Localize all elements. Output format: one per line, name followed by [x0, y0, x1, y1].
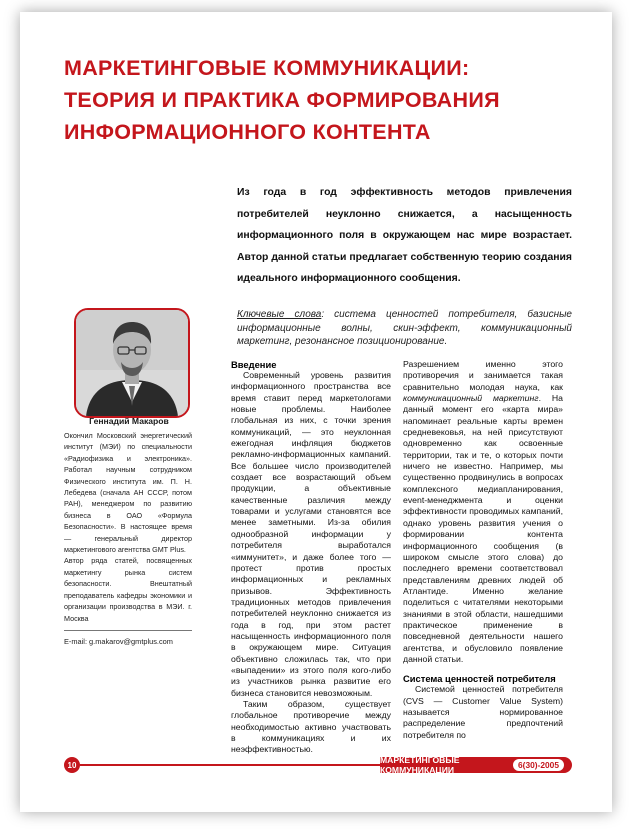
author-name: Геннадий Макаров — [89, 416, 169, 426]
article-title — [64, 52, 584, 148]
author-portrait-icon — [76, 310, 188, 416]
emphasis-term: коммуникационный маркетинг — [403, 393, 539, 404]
paragraph: Разрешением именно этого противоречия и занимается такая сравнительно молодая наука, как коммуникационный маркетинг. На данный момент его «карта мира» напоминает реальные карты времен средневековья, на ней присутствуют одновременно как освоенные территории, так и те, о которых почти ничего не известно. Например, мы существенно продвинулись в вопросах комплексного медиапланирования, event-менеджмента и оценки эффективности проводимых кампаний, однако уровень развития учения о формировании контента информационного сообщения (в широком смысле этого слова) до последнего времени соответствовал представлениям древних людей об Атлантиде. Именно желание поделиться с читателями некоторыми знаниями в этой области, нашедшими практическое применение в повседневной деятельности нашего агентства, и обусловило появление данной статьи. — [403, 359, 563, 664]
footer-section-title: МАРКЕТИНГОВЫЕ КОММУНИКАЦИИ — [380, 755, 460, 775]
body-column-1 — [231, 359, 391, 756]
lead-paragraph: Из года в год эффективность методов привлечения потребителей неуклонно снижается, а насыщенность информационного поля в окружающем нас мире возрастает. Автор данной статьи предлагает собственную теорию создания идеального информационного сообщения. — [237, 187, 572, 284]
keywords-text: : система ценностей потребителя, базисные информационные волны, скин-эффект, коммуникационный маркетинг, резонансное позиционирование. — [237, 309, 572, 347]
author-photo — [74, 308, 190, 418]
body-column-2 — [403, 359, 563, 741]
author-bio-career: Окончил Московский энергетический институт (МЭИ) по специальности «Радиофизика и электроника». Работал научным сотрудником Физического института им. П. Н. Лебедева (сначала АН СССР, потом РАН), менеджером по развитию бизнеса в ОАО «Формула Безопасности». В настоящее время — генеральный директор маркетингового агентства GMT Plus. — [64, 431, 192, 555]
section-heading-cvs: Система ценностей потребителя — [403, 673, 556, 685]
author-bio — [64, 430, 192, 624]
footer-rule — [80, 764, 380, 766]
paragraph: Таким образом, существует глобальное противоречие между необходимостью активно участвовать в коммуникациях и их неэффективностью. — [231, 698, 391, 755]
paragraph: Системой ценностей потребителя (CVS — Customer Value System) называется нормированное распределение предпочтений потребителя по — [403, 684, 563, 740]
keywords — [237, 308, 572, 349]
section-heading-intro: Введение — [231, 359, 277, 370]
footer-section-bar — [380, 757, 572, 773]
divider — [64, 630, 192, 631]
title-line-2: ТЕОРИЯ И ПРАКТИКА ФОРМИРОВАНИЯ — [64, 88, 500, 112]
paragraph: Современный уровень развития информационного пространства все время ставит перед маркетологами новые проблемы. Наиболее глобальная из них, с точки зрения коммуникаций, — это неуклонная ежегодная инфляция бюджетов рекламно-информационных кампаний. Все большее число производителей создает все возрастающий объем продукции, а объективные качественные различия между товарами и услугами становятся все менее заметными. Из-за обилия однообразной информации у потребителя выработался «иммунитет», и даже более того — протест против простых информационных и рекламных призывов. Эффективность традиционных методов привлечения потребителей неуклонно снижается из года в год, при этом растет насыщенность информационного поля в окружающем мире. Ситуация объективно сложилась так, что при «выпадении» из этого поля кого-либо из участников рынка развитие его бизнеса становится невозможным. — [231, 370, 391, 698]
title-line-3: ИНФОРМАЦИОННОГО КОНТЕНТА — [64, 120, 431, 144]
issue-badge: 6(30)-2005 — [513, 759, 564, 771]
keywords-label: Ключевые слова — [237, 309, 322, 320]
title-line-1: МАРКЕТИНГОВЫЕ КОММУНИКАЦИИ: — [64, 56, 470, 80]
page-number: 10 — [64, 757, 80, 773]
author-bio-publications: Автор ряда статей, посвященных маркетингу рынка систем безопасности. Внештатный преподаватель кафедры экономики и организации производства в МЭИ. г. Москва — [64, 556, 192, 623]
magazine-page — [20, 12, 612, 812]
author-email: E-mail: g.makarov@gmtplus.com — [64, 637, 173, 646]
